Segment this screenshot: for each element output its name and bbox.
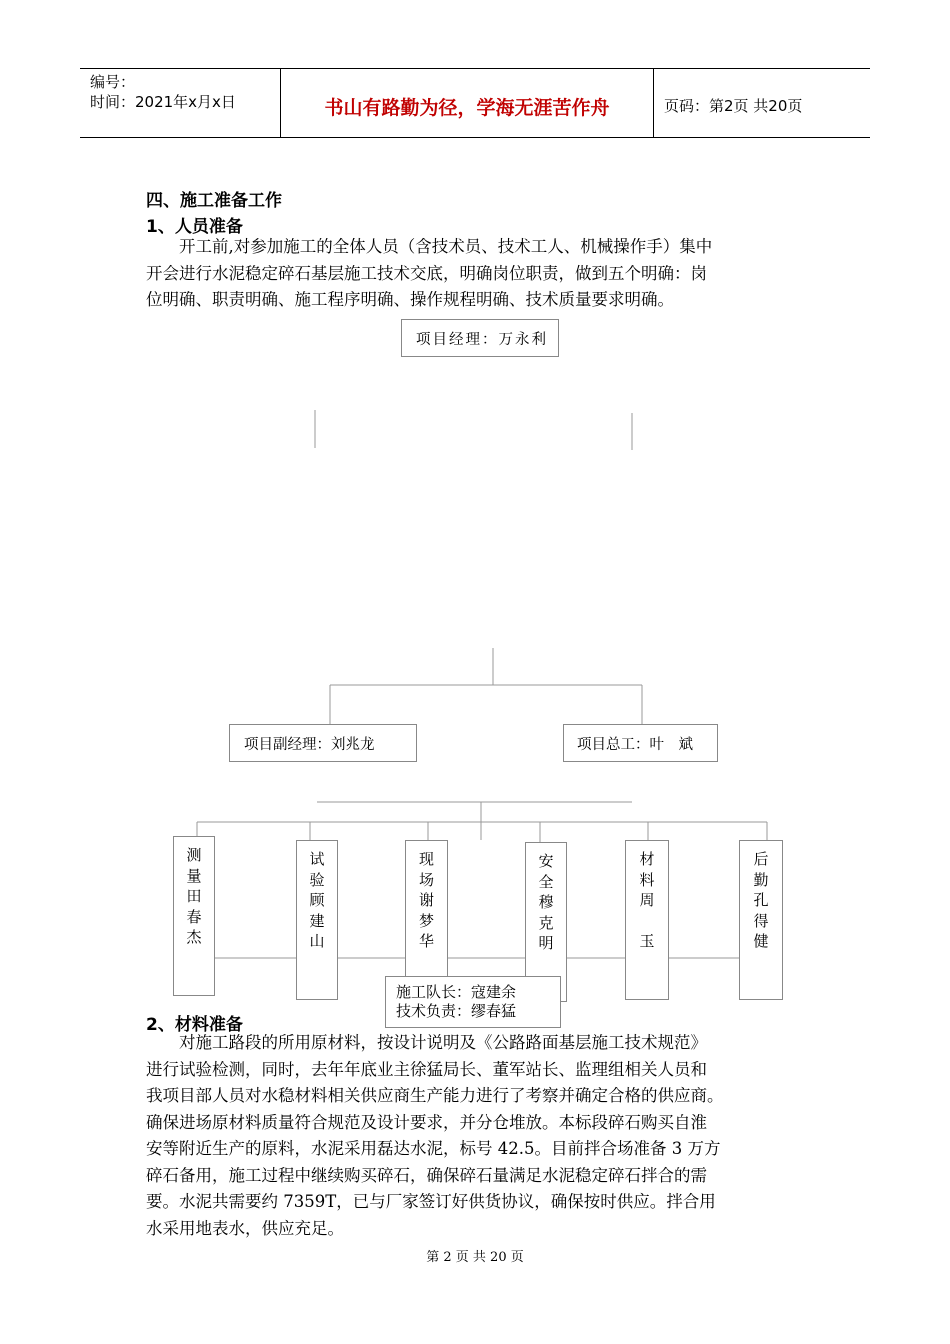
dept-survey-box bbox=[173, 836, 215, 996]
dept-materials-box bbox=[625, 840, 669, 1000]
motto: 书山有路勤为径，学海无涯苦作舟 bbox=[324, 97, 610, 119]
paragraph-line: 我项目部人员对水稳材料相关供应商生产能力进行了考察并确定合格的供应商。 bbox=[146, 1086, 724, 1105]
dept-char: 杰 bbox=[186, 928, 202, 946]
chief-engineer-label: 项目总工：叶 斌 bbox=[577, 737, 693, 753]
tech-lead-label: 技术负责：缪春猛 bbox=[396, 1002, 517, 1020]
paragraph-line: 开工前,对参加施工的全体人员（含技术员、技术工人、机械操作手）集中 bbox=[179, 237, 713, 256]
paragraph-line: 对施工路段的所用原材料，按设计说明及《公路路面基层施工技术规范》 bbox=[179, 1033, 707, 1052]
dept-char: 量 bbox=[186, 866, 202, 885]
dept-char: 孔 bbox=[753, 891, 769, 909]
section-title: 四、施工准备工作 bbox=[146, 191, 282, 211]
dept-char: 材 bbox=[639, 850, 655, 868]
construction-team-box bbox=[385, 976, 561, 1028]
subsection-materials: 2、材料准备 bbox=[146, 1015, 243, 1035]
dept-char: 谢 bbox=[418, 891, 434, 909]
dept-char: 料 bbox=[639, 870, 655, 889]
code-label: 编号： bbox=[90, 73, 136, 91]
paragraph-line: 要。水泥共需要约 7359T，已与厂家签订好供货协议，确保按时供应。拌合用 bbox=[146, 1192, 716, 1211]
dept-char: 梦 bbox=[418, 911, 434, 930]
paragraph-line: 安等附近生产的原料，水泥采用磊达水泥，标号 42.5。目前拌合场准备 3 万方 bbox=[146, 1139, 721, 1158]
paragraph-line: 水采用地表水，供应充足。 bbox=[146, 1218, 344, 1238]
deputy-manager-label: 项目副经理：刘兆龙 bbox=[244, 737, 375, 753]
dept-char: 现 bbox=[418, 850, 434, 868]
deputy-manager-box bbox=[229, 724, 417, 762]
dept-char: 春 bbox=[186, 907, 202, 926]
project-manager-label: 项目经理：万永利 bbox=[416, 332, 548, 348]
dept-char: 测 bbox=[186, 846, 202, 864]
dept-char: 后 bbox=[753, 850, 769, 868]
project-manager-box bbox=[401, 319, 559, 357]
dept-char: 得 bbox=[753, 911, 769, 930]
paragraph-line: 碎石备用，施工过程中继续购买碎石，确保碎石量满足水泥稳定碎石拌合的需 bbox=[146, 1165, 707, 1185]
dept-char bbox=[626, 911, 668, 932]
dept-char: 克 bbox=[538, 913, 554, 932]
dept-char: 周 bbox=[639, 891, 655, 909]
chief-engineer-box bbox=[563, 724, 718, 762]
date-label: 时间：2021年x月x日 bbox=[90, 93, 236, 111]
dept-char: 场 bbox=[418, 870, 434, 889]
dept-char: 玉 bbox=[639, 932, 655, 950]
paragraph-line: 确保进场原材料质量符合规范及设计要求，并分仓堆放。本标段碎石购买自淮 bbox=[146, 1112, 707, 1132]
dept-testing-box bbox=[296, 840, 338, 1000]
subsection-personnel: 1、人员准备 bbox=[146, 217, 243, 237]
team-leader-label: 施工队长：寇建余 bbox=[396, 983, 517, 1001]
dept-char: 全 bbox=[538, 872, 554, 891]
paragraph-line: 进行试验检测，同时，去年年底业主徐猛局长、董军站长、监理组相关人员和 bbox=[146, 1059, 707, 1079]
dept-char: 田 bbox=[186, 887, 202, 905]
dept-char: 顾 bbox=[309, 891, 325, 909]
dept-char: 试 bbox=[309, 850, 325, 868]
dept-char: 勤 bbox=[753, 870, 769, 889]
dept-char: 穆 bbox=[538, 893, 554, 911]
dept-char: 验 bbox=[309, 870, 325, 889]
dept-char: 明 bbox=[538, 934, 554, 952]
page-footer: 第 2 页 共 20 页 bbox=[426, 1250, 524, 1265]
dept-char: 安 bbox=[538, 852, 554, 870]
page-info: 页码：第2页 共20页 bbox=[664, 97, 803, 115]
paragraph-line: 开会进行水泥稳定碎石基层施工技术交底，明确岗位职责，做到五个明确：岗 bbox=[146, 263, 707, 283]
dept-char: 华 bbox=[418, 932, 434, 950]
dept-char: 建 bbox=[309, 911, 325, 930]
dept-logistics-box bbox=[739, 840, 783, 1000]
materials-paragraph bbox=[146, 1030, 811, 1242]
dept-char: 健 bbox=[753, 932, 769, 950]
paragraph-line: 位明确、职责明确、施工程序明确、操作规程明确、技术质量要求明确。 bbox=[146, 290, 674, 309]
dept-char: 山 bbox=[309, 932, 325, 950]
